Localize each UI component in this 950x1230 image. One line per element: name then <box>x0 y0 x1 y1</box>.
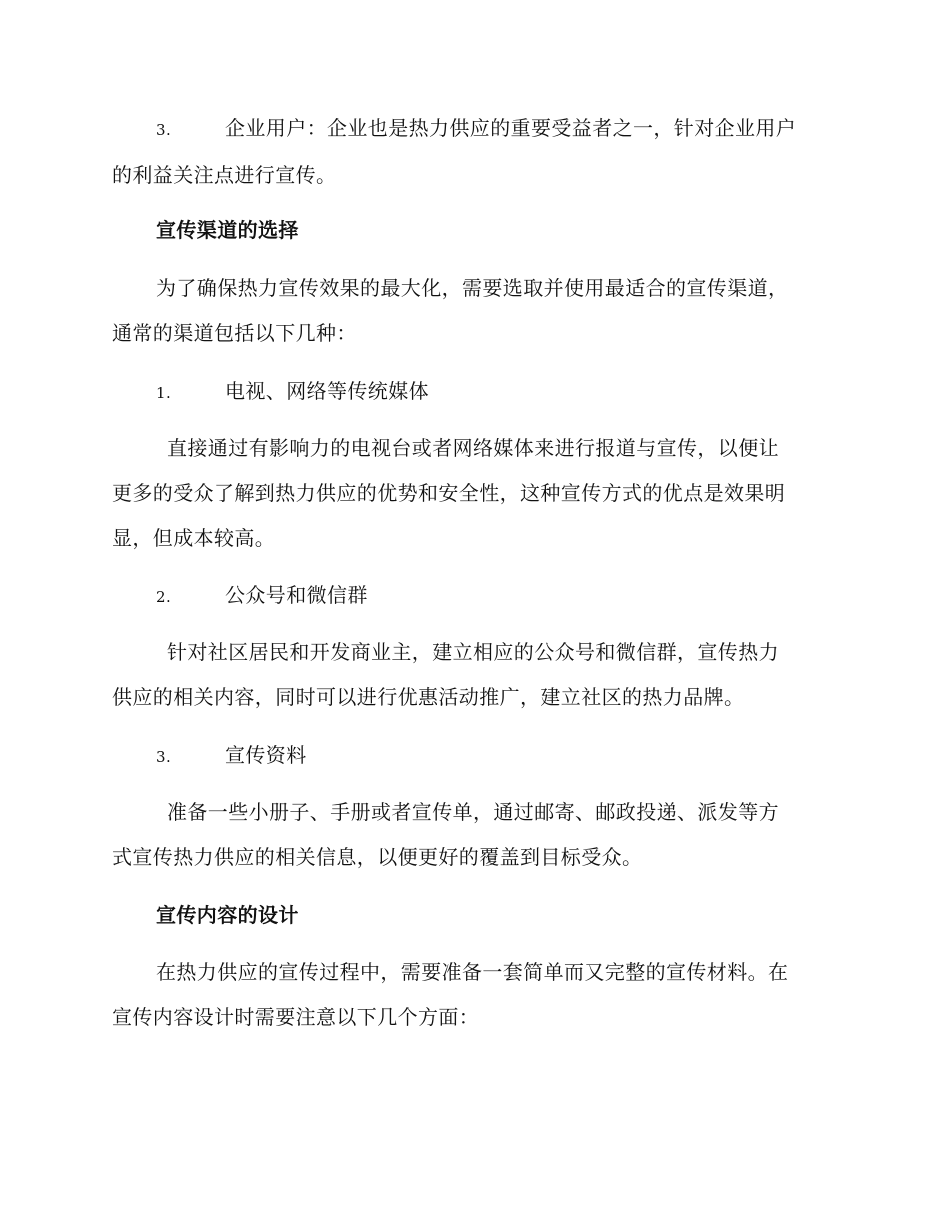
paragraph-line: 显，但成本较高。 <box>112 526 276 550</box>
paragraph-line: 更多的受众了解到热力供应的优势和安全性，这种宣传方式的优点是效果明 <box>112 481 786 505</box>
paragraph-line: 宣传内容设计时需要注意以下几个方面： <box>112 1005 480 1029</box>
paragraph-line: 供应的相关内容，同时可以进行优惠活动推广，建立社区的热力品牌。 <box>112 685 745 709</box>
list-number: 1. <box>156 384 172 402</box>
paragraph-line: 针对社区居民和开发商业主，建立相应的公众号和微信群，宣传热力 <box>167 640 779 664</box>
paragraph-content-intro <box>112 950 832 1040</box>
list-item-materials <box>112 733 832 780</box>
list-item-enterprise <box>112 106 832 198</box>
paragraph-line: 直接通过有影响力的电视台或者网络媒体来进行报道与宣传，以便让 <box>167 436 779 460</box>
paragraph-line: 准备一些小册子、手册或者宣传单，通过邮寄、邮政投递、派发等方 <box>167 800 779 824</box>
paragraph-line: 通常的渠道包括以下几种： <box>112 321 357 345</box>
section-heading-content: 宣传内容的设计 <box>156 903 299 927</box>
list-item-wechat <box>112 573 832 620</box>
list-number: 3. <box>156 748 172 766</box>
list-number: 3. <box>156 121 172 139</box>
paragraph-line: 在热力供应的宣传过程中，需要准备一套简单而又完整的宣传材料。在 <box>156 960 789 984</box>
paragraph-line: 式宣传热力供应的相关信息，以便更好的覆盖到目标受众。 <box>112 845 643 869</box>
paragraph-channels-intro <box>112 266 832 356</box>
section-heading-channels: 宣传渠道的选择 <box>156 218 299 242</box>
paragraph-line: 为了确保热力宣传效果的最大化，需要选取并使用最适合的宣传渠道， <box>156 276 789 300</box>
list-item-text: 企业用户：企业也是热力供应的重要受益者之一，针对企业用户 <box>225 116 797 140</box>
paragraph-materials-desc <box>112 790 832 880</box>
list-item-title: 公众号和微信群 <box>225 583 368 607</box>
list-item-text-continued: 的利益关注点进行宣传。 <box>112 163 337 187</box>
list-item-tv <box>112 369 832 416</box>
paragraph-tv-desc <box>112 426 832 561</box>
list-item-title: 宣传资料 <box>225 743 307 767</box>
list-number: 2. <box>156 588 172 606</box>
paragraph-wechat-desc <box>112 630 832 720</box>
list-item-title: 电视、网络等传统媒体 <box>225 379 429 403</box>
